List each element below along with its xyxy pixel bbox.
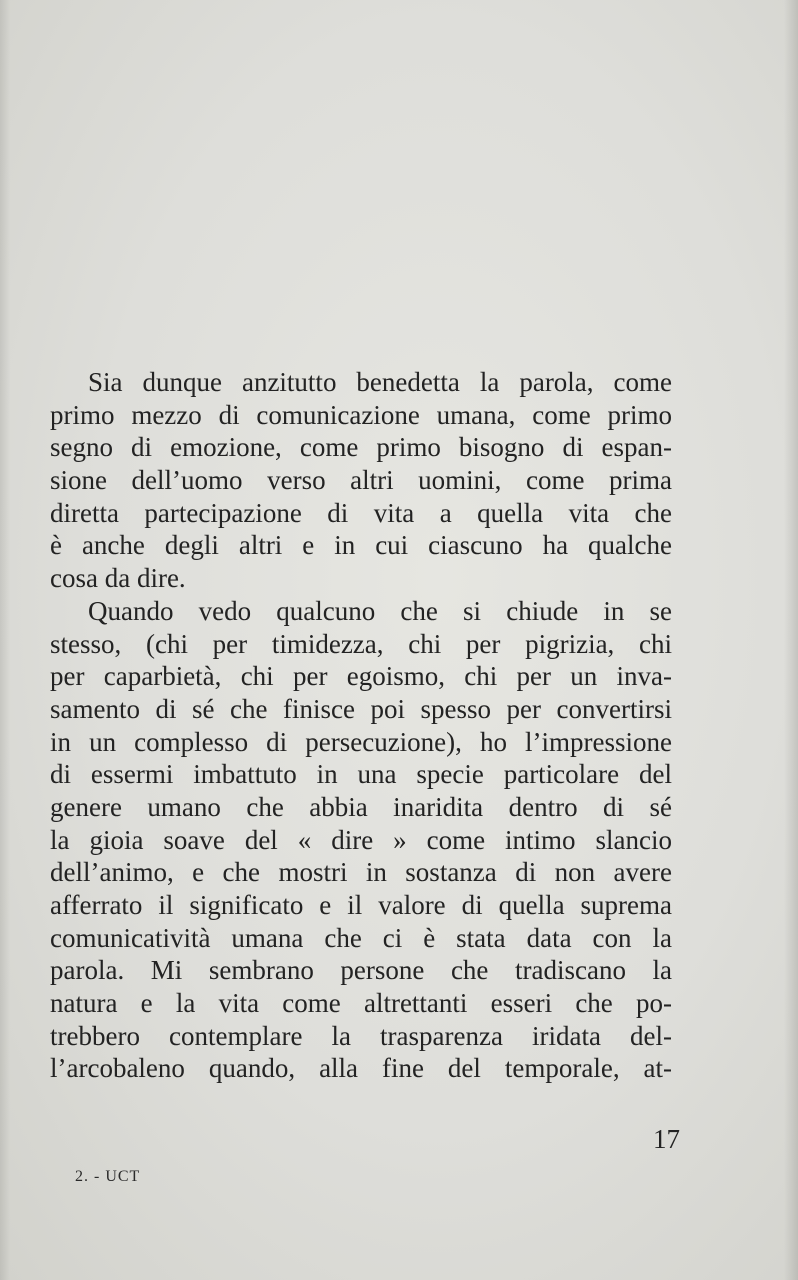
body-text (50, 366, 672, 1085)
text-line: parola. Mi sembrano persone che tradiscano la (50, 955, 672, 986)
text-line: la gioia soave del « dire » come intimo slancio (50, 824, 672, 855)
text-line: l’arcobaleno quando, alla fine del temporale, at- (50, 1053, 672, 1084)
text-line: diretta partecipazione di vita a quella vita che (50, 497, 672, 528)
text-line: sione dell’uomo verso altri uomini, come prima (50, 465, 672, 496)
text-line: segno di emozione, come primo bisogno di espan- (50, 432, 672, 463)
page-number: 17 (653, 1124, 680, 1154)
text-line: è anche degli altri e in cui ciascuno ha qualche (50, 530, 672, 561)
signature-mark: 2. - UCT (75, 1168, 141, 1185)
paragraph-1 (50, 366, 672, 595)
text-line: per caparbietà, chi per egoismo, chi per un inva- (50, 661, 672, 692)
text-line: Quando vedo qualcuno che si chiude in se (88, 595, 672, 626)
text-line: Sia dunque anzitutto benedetta la parola, come (88, 367, 672, 397)
text-line: dell’animo, e che mostri in sostanza di non avere (50, 857, 672, 888)
text-line: primo mezzo di comunicazione umana, come primo (50, 399, 672, 430)
text-line: genere umano che abbia inaridita dentro di sé (50, 791, 672, 822)
text-line: in un complesso di persecuzione), ho l’impressione (50, 726, 672, 757)
text-line: natura e la vita come altrettanti esseri che po- (50, 988, 672, 1019)
text-line: cosa da dire. (50, 563, 186, 594)
text-line: trebbero contemplare la trasparenza iridata del- (50, 1020, 672, 1051)
paragraph-2 (50, 595, 672, 1085)
text-line: samento di sé che finisce poi spesso per convertirsi (50, 693, 672, 724)
text-line: afferrato il significato e il valore di quella suprema (50, 890, 672, 920)
text-line: stesso, (chi per timidezza, chi per pigrizia, chi (50, 628, 672, 659)
text-line: di essermi imbattuto in una specie particolare del (50, 759, 672, 790)
text-line: comunicatività umana che ci è stata data con la (50, 922, 672, 953)
